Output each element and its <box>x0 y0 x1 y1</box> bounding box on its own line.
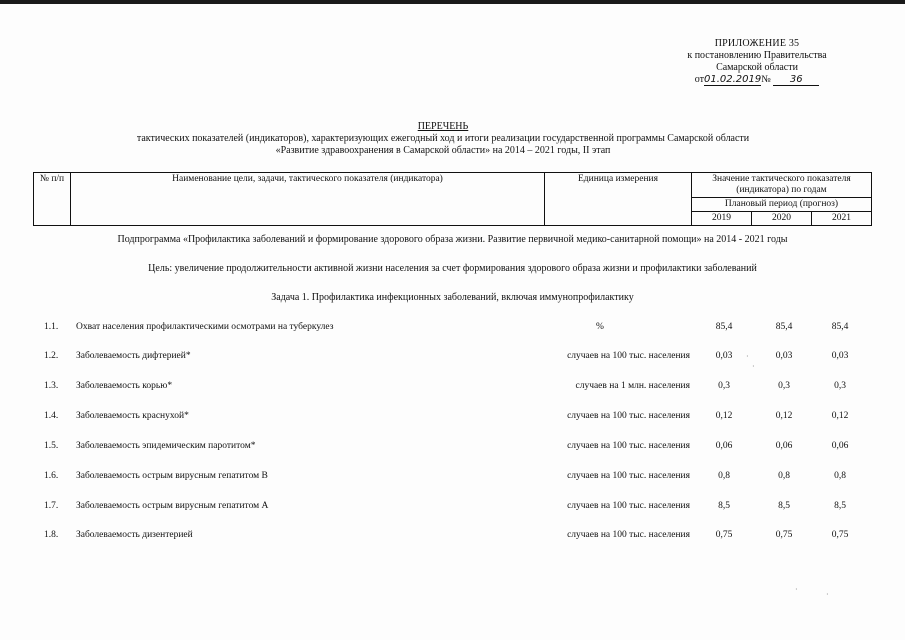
row-value-2021: 85,4 <box>831 322 849 332</box>
appendix-line-1: к постановлению Правительства <box>687 50 827 61</box>
scan-top-border <box>0 0 905 4</box>
row-value-2019: 0,03 <box>715 351 733 361</box>
scan-speck: · <box>752 362 755 371</box>
row-value-2021: 8,5 <box>834 501 846 511</box>
appendix-date-line <box>662 74 852 86</box>
row-value-2020: 0,03 <box>775 351 793 361</box>
row-number: 1.2. <box>44 351 59 361</box>
heading-line-2: «Развитие здравоохранения в Самарской области» на 2014 – 2021 годы, II этап <box>275 145 611 156</box>
row-value-2019: 8,5 <box>718 501 730 511</box>
row-unit: случаев на 100 тыс. населения <box>567 411 690 421</box>
row-name: Заболеваемость краснухой* <box>76 411 189 421</box>
row-value-2020: 0,12 <box>775 411 793 421</box>
row-name: Заболеваемость эпидемическим паротитом* <box>76 441 256 451</box>
subprogram-title: Подпрограмма «Профилактика заболеваний и формирование здорового образа жизни. Развитие первичной медико-санитарной помощи» на 2014 - 2021 годы <box>117 234 788 245</box>
row-value-2019: 0,06 <box>715 441 733 451</box>
document-heading <box>100 121 786 157</box>
header-plan-period: Плановый период (прогноз) <box>692 198 872 212</box>
row-number: 1.3. <box>44 381 59 391</box>
header-value-group: Значение тактического показателя (индикатора) по годам <box>692 173 872 198</box>
row-value-2019: 0,3 <box>718 381 730 391</box>
row-value-2020: 0,75 <box>775 530 793 540</box>
header-year: 2021 <box>811 212 871 226</box>
scan-speck: · <box>746 352 749 361</box>
row-value-2021: 0,12 <box>831 411 849 421</box>
row-unit: случаев на 100 тыс. населения <box>567 351 690 361</box>
from-label: от <box>694 74 704 85</box>
table-row <box>0 469 905 483</box>
appendix-block <box>662 38 852 86</box>
row-name: Заболеваемость корью* <box>76 381 173 391</box>
row-value-2021: 0,3 <box>834 381 846 391</box>
row-value-2021: 0,06 <box>831 441 849 451</box>
table-row <box>0 409 905 423</box>
header-year: 2020 <box>751 212 811 226</box>
handwritten-number: 36 <box>773 74 819 86</box>
row-value-2020: 0,8 <box>778 471 790 481</box>
row-value-2019: 0,12 <box>715 411 733 421</box>
row-number: 1.6. <box>44 471 59 481</box>
goal-title: Цель: увеличение продолжительности активной жизни населения за счет формирования здорового образа жизни и профилактики заболеваний <box>148 263 757 274</box>
row-value-2019: 85,4 <box>715 322 733 332</box>
row-name: Охват населения профилактическими осмотрами на туберкулез <box>76 322 334 332</box>
row-name: Заболеваемость острым вирусным гепатитом А <box>76 501 269 511</box>
appendix-title: ПРИЛОЖЕНИЕ 35 <box>714 38 800 49</box>
table-row <box>0 349 905 363</box>
row-unit: % <box>596 322 604 332</box>
header-num: № п/п <box>34 173 71 226</box>
header-unit: Единица измерения <box>545 173 692 226</box>
table-row <box>0 439 905 453</box>
row-value-2021: 0,75 <box>831 530 849 540</box>
row-name: Заболеваемость острым вирусным гепатитом В <box>76 471 268 481</box>
table-header <box>33 172 872 226</box>
number-label: № <box>761 74 771 85</box>
row-value-2020: 0,3 <box>778 381 790 391</box>
row-number: 1.7. <box>44 501 59 511</box>
row-number: 1.1. <box>44 322 59 332</box>
table-row <box>0 499 905 513</box>
row-unit: случаев на 100 тыс. населения <box>567 441 690 451</box>
row-name: Заболеваемость дифтерией* <box>76 351 191 361</box>
row-value-2020: 0,06 <box>775 441 793 451</box>
heading-line-1: тактических показателей (индикаторов), характеризующих ежегодный ход и итоги реализации государственной программы Самарской области <box>136 133 750 144</box>
row-number: 1.4. <box>44 411 59 421</box>
table-row <box>0 528 905 542</box>
row-value-2020: 85,4 <box>775 322 793 332</box>
header-year: 2019 <box>692 212 752 226</box>
row-value-2021: 0,8 <box>834 471 846 481</box>
row-unit: случаев на 100 тыс. населения <box>567 471 690 481</box>
heading-title: ПЕРЕЧЕНЬ <box>417 121 469 132</box>
scan-speck: · <box>795 585 798 594</box>
header-name: Наименование цели, задачи, тактического показателя (индикатора) <box>71 173 545 226</box>
table-row <box>0 379 905 393</box>
appendix-line-2: Самарской области <box>716 62 798 73</box>
table-row <box>0 320 905 334</box>
scan-speck: · <box>826 590 829 599</box>
row-unit: случаев на 100 тыс. населения <box>567 501 690 511</box>
row-value-2021: 0,03 <box>831 351 849 361</box>
row-number: 1.5. <box>44 441 59 451</box>
row-value-2019: 0,75 <box>715 530 733 540</box>
row-value-2020: 8,5 <box>778 501 790 511</box>
row-name: Заболеваемость дизентерией <box>76 530 193 540</box>
row-unit: случаев на 1 млн. населения <box>575 381 690 391</box>
handwritten-date: 01.02.2019 <box>703 74 762 85</box>
row-value-2019: 0,8 <box>718 471 730 481</box>
row-unit: случаев на 100 тыс. населения <box>567 530 690 540</box>
row-number: 1.8. <box>44 530 59 540</box>
task-title: Задача 1. Профилактика инфекционных заболеваний, включая иммунопрофилактику <box>271 292 634 303</box>
